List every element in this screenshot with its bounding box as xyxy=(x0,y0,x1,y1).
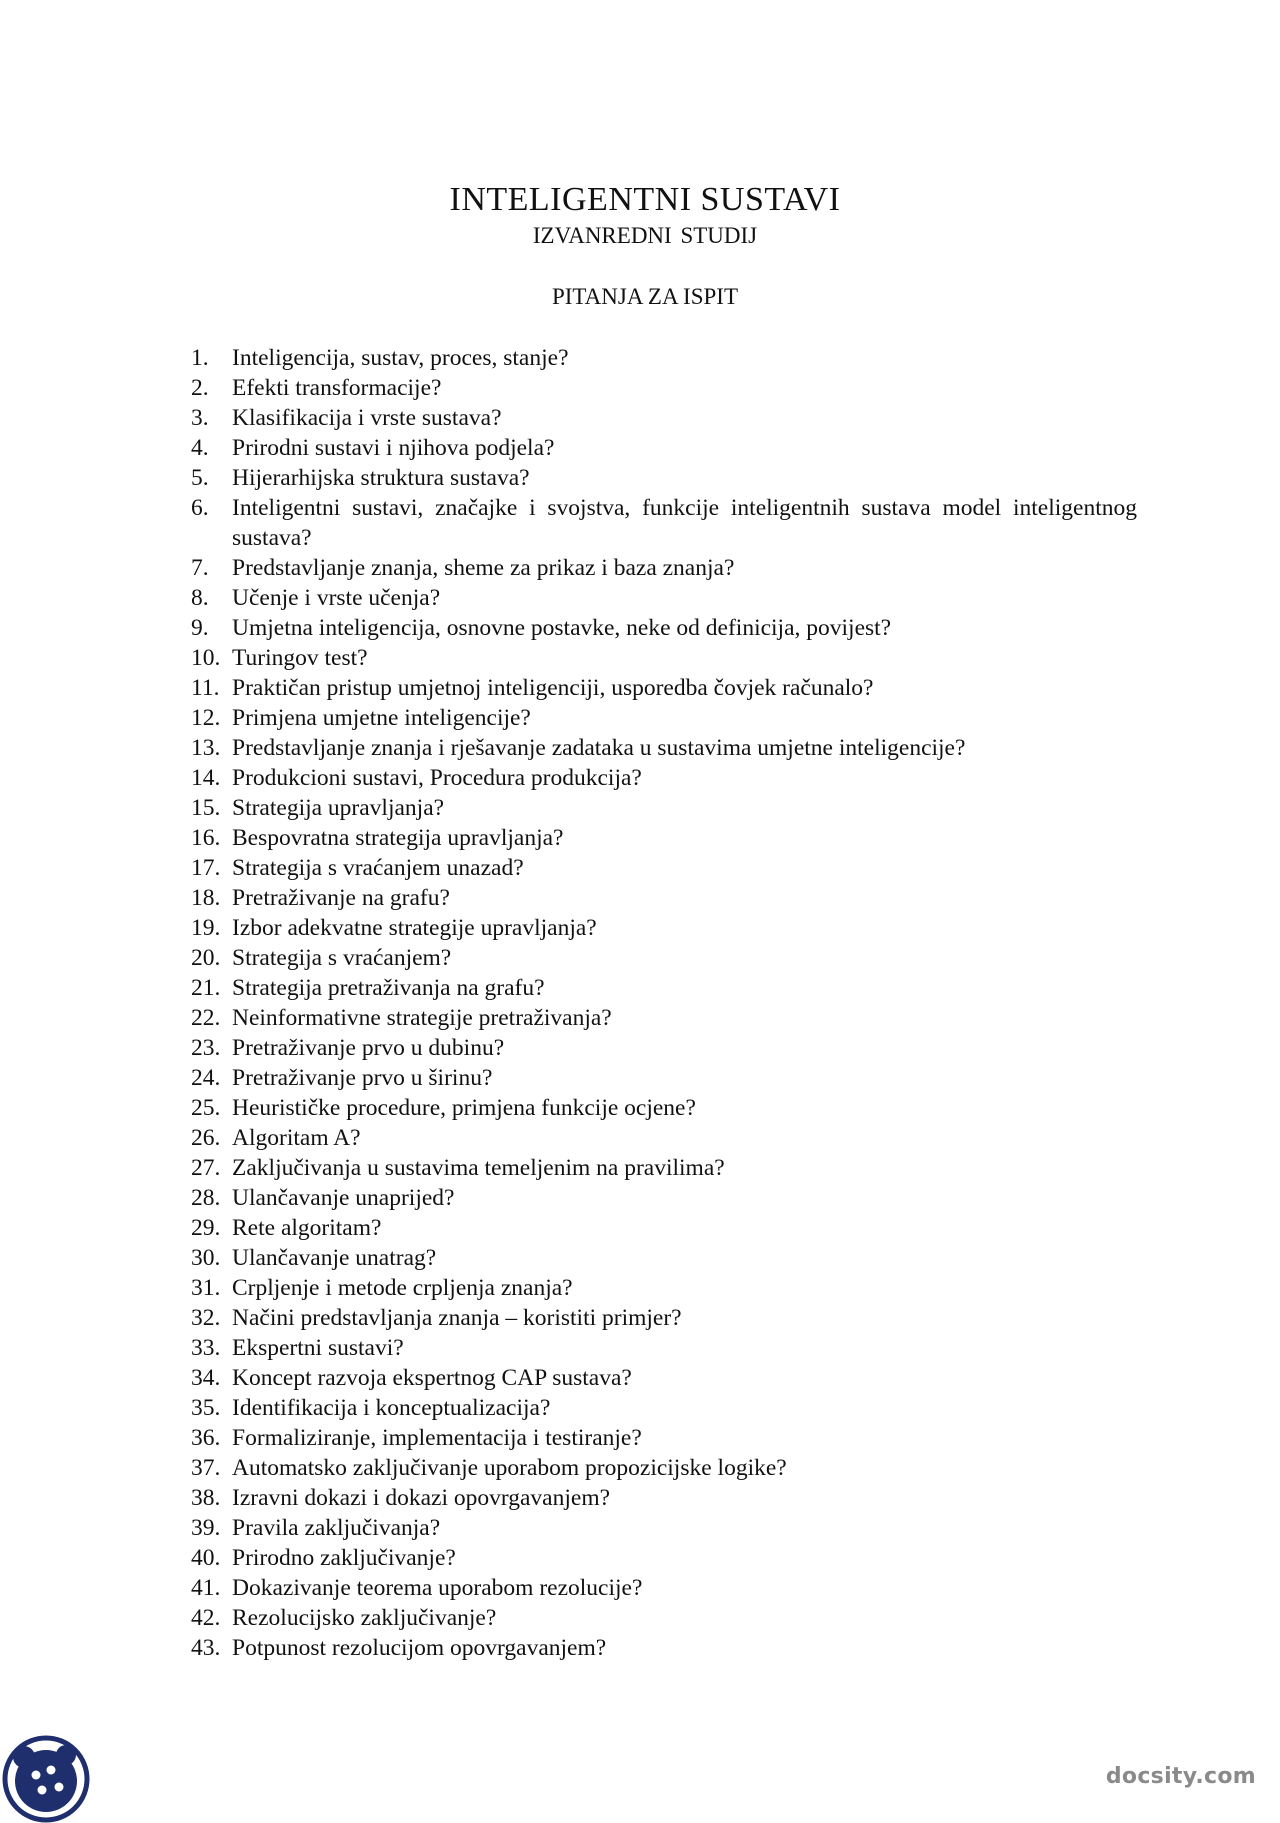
question-item xyxy=(191,943,1137,973)
question-item xyxy=(191,1273,1137,1303)
question-text: Načini predstavljanja znanja – koristiti primjer? xyxy=(232,1305,682,1331)
question-item xyxy=(191,1483,1137,1513)
question-text: Neinformativne strategije pretraživanja? xyxy=(232,1005,612,1031)
question-number: 6. xyxy=(191,495,209,521)
question-item xyxy=(191,1093,1137,1123)
question-number: 42. xyxy=(191,1605,221,1631)
question-item xyxy=(191,343,1137,373)
question-number: 22. xyxy=(191,1005,221,1031)
question-number: 40. xyxy=(191,1545,221,1571)
question-item xyxy=(191,1213,1137,1243)
question-number: 1. xyxy=(191,345,209,371)
question-item xyxy=(191,883,1137,913)
question-text: Heurističke procedure, primjena funkcije ocjene? xyxy=(232,1095,696,1121)
question-number: 8. xyxy=(191,585,209,611)
question-text: Praktičan pristup umjetnoj inteligenciji, usporedba čovjek računalo? xyxy=(232,675,874,701)
question-item xyxy=(191,853,1137,883)
question-number: 20. xyxy=(191,945,221,971)
page-title: INTELIGENTNI SUSTAVI xyxy=(449,181,841,218)
question-text: Hijerarhijska struktura sustava? xyxy=(232,465,530,491)
docsity-brand[interactable]: docsity.com xyxy=(1105,1764,1256,1789)
question-item xyxy=(191,1333,1137,1363)
question-number: 30. xyxy=(191,1245,221,1271)
question-text: Inteligentni sustavi, značajke i svojstva, funkcije inteligentnih sustava model inteligentnog sustava? xyxy=(232,495,1137,551)
question-item xyxy=(191,1543,1137,1573)
question-item xyxy=(191,1063,1137,1093)
question-item xyxy=(191,1243,1137,1273)
question-text: Klasifikacija i vrste sustava? xyxy=(232,405,502,431)
question-text: Dokazivanje teorema uporabom rezolucije? xyxy=(232,1575,643,1601)
question-number: 31. xyxy=(191,1275,221,1301)
question-item xyxy=(191,403,1137,433)
question-number: 24. xyxy=(191,1065,221,1091)
question-item xyxy=(191,1603,1137,1633)
question-number: 16. xyxy=(191,825,221,851)
question-text: Inteligencija, sustav, proces, stanje? xyxy=(232,345,569,371)
question-number: 38. xyxy=(191,1485,221,1511)
question-text: Strategija s vraćanjem? xyxy=(232,945,452,971)
question-number: 5. xyxy=(191,465,209,491)
question-item xyxy=(191,763,1137,793)
question-text: Pretraživanje prvo u dubinu? xyxy=(232,1035,505,1061)
question-item xyxy=(191,1153,1137,1183)
question-number: 29. xyxy=(191,1215,221,1241)
question-number: 10. xyxy=(191,645,221,671)
question-number: 21. xyxy=(191,975,221,1001)
question-text: Rezolucijsko zaključivanje? xyxy=(232,1605,497,1631)
question-item xyxy=(191,1033,1137,1063)
question-text: Strategija upravljanja? xyxy=(232,795,445,821)
question-number: 35. xyxy=(191,1395,221,1421)
question-item xyxy=(191,433,1137,463)
question-number: 19. xyxy=(191,915,221,941)
question-number: 43. xyxy=(191,1635,221,1661)
question-item xyxy=(191,463,1137,493)
question-text: Prirodni sustavi i njihova podjela? xyxy=(232,435,555,461)
question-item xyxy=(191,1513,1137,1543)
question-text: Turingov test? xyxy=(232,645,368,671)
question-item xyxy=(191,1423,1137,1453)
question-text: Efekti transformacije? xyxy=(232,375,442,401)
question-item xyxy=(191,583,1137,613)
question-number: 12. xyxy=(191,705,221,731)
section-heading: PITANJA ZA ISPIT xyxy=(551,284,738,309)
question-text: Prirodno zaključivanje? xyxy=(232,1545,456,1571)
question-item xyxy=(191,703,1137,733)
question-text: Rete algoritam? xyxy=(232,1215,382,1241)
question-text: Formaliziranje, implementacija i testiranje? xyxy=(232,1425,642,1451)
question-text: Ulančavanje unatrag? xyxy=(232,1245,437,1271)
question-item xyxy=(191,823,1137,853)
docsity-bear-icon[interactable] xyxy=(2,1735,90,1823)
question-item xyxy=(191,973,1137,1003)
question-item xyxy=(191,553,1137,583)
question-item xyxy=(191,613,1137,643)
question-text: Pretraživanje na grafu? xyxy=(232,885,450,911)
question-text: Strategija pretraživanja na grafu? xyxy=(232,975,545,1001)
question-text: Izbor adekvatne strategije upravljanja? xyxy=(232,915,597,941)
question-text: Izravni dokazi i dokazi opovrgavanjem? xyxy=(232,1485,611,1511)
question-text: Pravila zaključivanja? xyxy=(232,1515,441,1541)
question-item xyxy=(191,1003,1137,1033)
question-item xyxy=(191,1393,1137,1423)
question-number: 27. xyxy=(191,1155,221,1181)
question-text: Primjena umjetne inteligencije? xyxy=(232,705,531,731)
question-text: Crpljenje i metode crpljenja znanja? xyxy=(232,1275,573,1301)
question-item xyxy=(191,1573,1137,1603)
page-subtitle: IZVANREDNI STUDIJ xyxy=(532,223,758,248)
question-number: 28. xyxy=(191,1185,221,1211)
question-item xyxy=(191,1633,1137,1663)
question-number: 36. xyxy=(191,1425,221,1451)
question-text: Identifikacija i konceptualizacija? xyxy=(232,1395,551,1421)
question-item xyxy=(191,643,1137,673)
question-number: 11. xyxy=(191,675,220,701)
question-item xyxy=(191,1123,1137,1153)
question-text: Strategija s vraćanjem unazad? xyxy=(232,855,524,881)
question-item xyxy=(191,493,1137,553)
question-number: 14. xyxy=(191,765,221,791)
question-number: 34. xyxy=(191,1365,221,1391)
question-text: Ulančavanje unaprijed? xyxy=(232,1185,455,1211)
question-number: 3. xyxy=(191,405,209,431)
question-number: 15. xyxy=(191,795,221,821)
question-text: Zaključivanja u sustavima temeljenim na pravilima? xyxy=(232,1155,725,1181)
question-text: Pretraživanje prvo u širinu? xyxy=(232,1065,493,1091)
question-text: Predstavljanje znanja, sheme za prikaz i baza znanja? xyxy=(232,555,735,581)
question-text: Koncept razvoja ekspertnog CAP sustava? xyxy=(232,1365,632,1391)
question-text: Automatsko zaključivanje uporabom propozicijske logike? xyxy=(232,1455,787,1481)
question-text: Ekspertni sustavi? xyxy=(232,1335,404,1361)
question-item xyxy=(191,1183,1137,1213)
question-number: 17. xyxy=(191,855,221,881)
question-number: 26. xyxy=(191,1125,221,1151)
question-text: Produkcioni sustavi, Procedura produkcija? xyxy=(232,765,642,791)
question-item xyxy=(191,793,1137,823)
question-list xyxy=(191,343,1137,1663)
question-number: 9. xyxy=(191,615,209,641)
question-item xyxy=(191,1453,1137,1483)
question-text: Učenje i vrste učenja? xyxy=(232,585,441,611)
question-text: Umjetna inteligencija, osnovne postavke, neke od definicija, povijest? xyxy=(232,615,892,641)
question-item xyxy=(191,373,1137,403)
question-item xyxy=(191,733,1137,763)
question-number: 37. xyxy=(191,1455,221,1481)
question-number: 7. xyxy=(191,555,209,581)
question-number: 33. xyxy=(191,1335,221,1361)
question-number: 4. xyxy=(191,435,209,461)
question-item xyxy=(191,1303,1137,1333)
question-text: Bespovratna strategija upravljanja? xyxy=(232,825,564,851)
question-text: Predstavljanje znanja i rješavanje zadataka u sustavima umjetne inteligencije? xyxy=(232,735,966,761)
question-text: Algoritam A? xyxy=(232,1125,361,1151)
question-number: 18. xyxy=(191,885,221,911)
question-number: 2. xyxy=(191,375,209,401)
question-number: 13. xyxy=(191,735,221,761)
question-number: 25. xyxy=(191,1095,221,1121)
question-number: 32. xyxy=(191,1305,221,1331)
question-item xyxy=(191,1363,1137,1393)
question-number: 41. xyxy=(191,1575,221,1601)
question-number: 39. xyxy=(191,1515,221,1541)
question-item xyxy=(191,913,1137,943)
question-item xyxy=(191,673,1137,703)
question-text: Potpunost rezolucijom opovrgavanjem? xyxy=(232,1635,607,1661)
question-number: 23. xyxy=(191,1035,221,1061)
